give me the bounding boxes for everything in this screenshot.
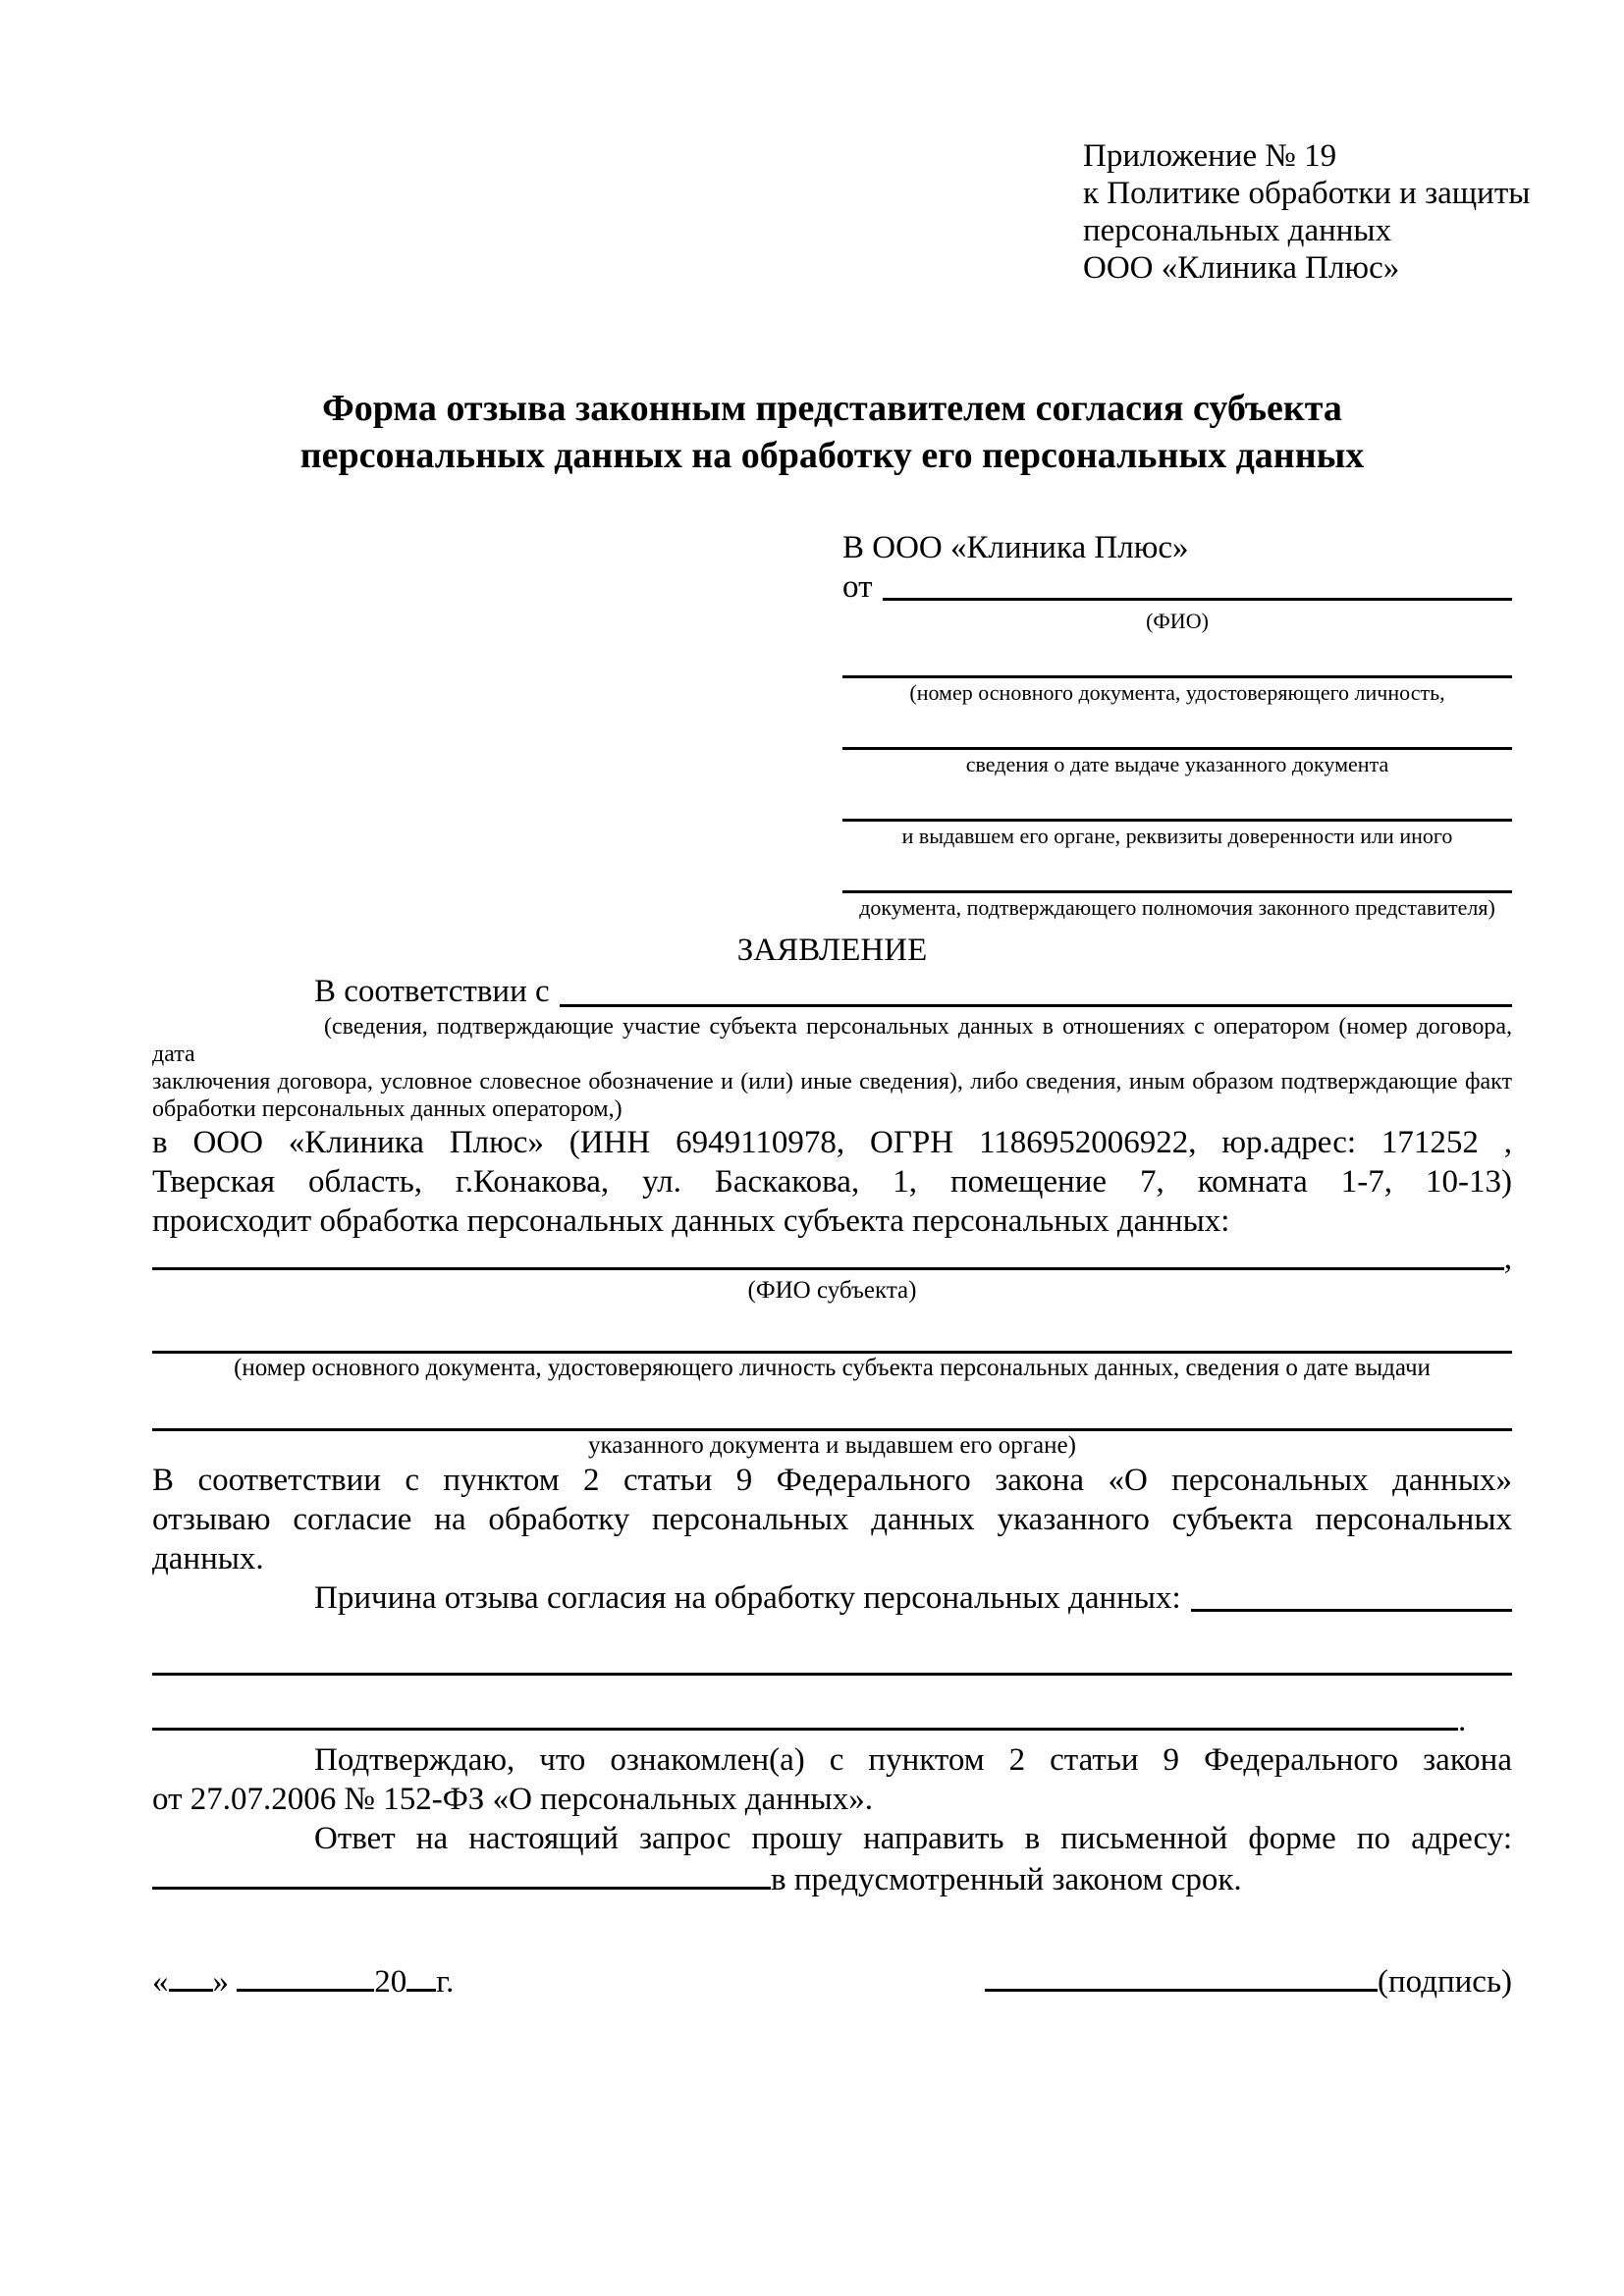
title-line-1: Форма отзыва законным представителем согласия субъекта bbox=[322, 388, 1342, 429]
operator-paragraph bbox=[152, 1123, 1512, 1241]
subject-document-blank-line-2 bbox=[152, 1403, 1512, 1431]
confirm-line-1: Подтверждаю, что ознакомлен(а) с пунктом 2 статьи 9 Федерального закона bbox=[314, 1742, 1512, 1778]
withdraw-line-3: данных. bbox=[152, 1541, 264, 1576]
from-label: от bbox=[842, 569, 873, 605]
reason-blank-line-3 bbox=[152, 1701, 1512, 1740]
month-blank bbox=[237, 1989, 374, 1992]
response-paragraph bbox=[152, 1819, 1512, 1901]
spacer bbox=[152, 1306, 1512, 1325]
appendix-organization: ООО «Клиника Плюс» bbox=[1083, 250, 1400, 286]
spacer bbox=[842, 636, 1512, 650]
issuing-authority-blank-line bbox=[842, 793, 1512, 822]
subject-fio-blank bbox=[152, 1267, 1504, 1270]
response-line-1: Ответ на настоящий запрос прошу направить в письменной форме по адресу: bbox=[314, 1821, 1512, 1856]
confirm-line-2: от 27.07.2006 № 152-ФЗ «О персональных данных». bbox=[152, 1782, 873, 1817]
document-number-blank-line bbox=[842, 650, 1512, 678]
response-tail-text: в предусмотренный законом срок. bbox=[771, 1862, 1242, 1897]
response-address-blank bbox=[152, 1887, 771, 1890]
spacer bbox=[152, 1383, 1512, 1403]
accordance-fine-print bbox=[152, 1013, 1512, 1123]
issue-date-blank-line bbox=[842, 721, 1512, 750]
accordance-blank-line bbox=[560, 1004, 1512, 1007]
addressee-block bbox=[842, 528, 1512, 923]
document-title bbox=[152, 385, 1512, 479]
issuing-authority-caption: и выдавшем его органе, реквизиты доверенности или иного bbox=[901, 824, 1453, 848]
spacer bbox=[842, 708, 1512, 721]
fio-caption: (ФИО) bbox=[1146, 609, 1209, 633]
reason-blank-line bbox=[1191, 1609, 1512, 1612]
spacer bbox=[152, 1676, 1512, 1701]
subject-fio-comma: , bbox=[1503, 1241, 1512, 1276]
spacer bbox=[152, 1618, 1512, 1647]
appendix-number: Приложение № 19 bbox=[1083, 138, 1337, 174]
statement-heading: ЗАЯВЛЕНИЕ bbox=[736, 933, 928, 968]
appendix-policy-line2: персональных данных bbox=[1083, 213, 1392, 248]
withdraw-line-1: В соответствии с пунктом 2 статьи 9 Федерального закона «О персональных данных» bbox=[152, 1463, 1512, 1498]
spacer bbox=[842, 779, 1512, 793]
year-blank bbox=[406, 1989, 436, 1992]
addressee-organization: В ООО «Клиника Плюс» bbox=[842, 530, 1189, 565]
document-number-caption: (номер основного документа, удостоверяющего личность, bbox=[909, 680, 1445, 705]
operator-line-1: в ООО «Клиника Плюс» (ИНН 6949110978, ОГРН 1186952006922, юр.адрес: 171252 , bbox=[152, 1125, 1512, 1160]
reason-period: . bbox=[1458, 1703, 1467, 1738]
withdraw-line-2: отзываю согласие на обработку персональных данных указанного субъекта персональных bbox=[152, 1502, 1512, 1537]
day-quote-close: » bbox=[212, 1964, 229, 2000]
confirm-paragraph bbox=[152, 1740, 1512, 1819]
authority-document-caption: документа, подтверждающего полномочия законного представителя) bbox=[859, 895, 1495, 920]
date-signature-row bbox=[152, 1962, 1512, 2002]
subject-document-caption-2: указанного документа и выдавшем его органе) bbox=[588, 1432, 1076, 1459]
subject-document-blank-line bbox=[152, 1325, 1512, 1354]
issue-date-caption: сведения о дате выдаче указанного документа bbox=[965, 752, 1389, 776]
signature-caption: (подпись) bbox=[1378, 1964, 1512, 2000]
authority-document-blank-line bbox=[842, 865, 1512, 893]
document-content bbox=[152, 137, 1531, 2002]
reason-label: Причина отзыва согласия на обработку персональных данных: bbox=[314, 1580, 1181, 1616]
subject-fio-blank-line bbox=[152, 1241, 1512, 1276]
operator-line-3: происходит обработка персональных данных субъекта персональных данных: bbox=[152, 1203, 1230, 1239]
fine-print-line-3: обработки персональных данных оператором,) bbox=[152, 1096, 623, 1122]
subject-fio-caption: (ФИО субъекта) bbox=[747, 1277, 917, 1304]
date-line bbox=[152, 1962, 454, 2002]
day-blank bbox=[169, 1989, 213, 1992]
fine-print-line-1: (сведения, подтверждающие участие субъекта персональных данных в отношениях с оператором (номер договора, дата bbox=[152, 1014, 1512, 1067]
response-line-2 bbox=[152, 1858, 1512, 1901]
accordance-label: В соответствии с bbox=[314, 974, 550, 1009]
reason-field bbox=[152, 1578, 1512, 1618]
from-blank-line bbox=[883, 598, 1513, 601]
year-suffix: г. bbox=[436, 1964, 455, 2000]
appendix-policy-line: к Политике обработки и защиты bbox=[1083, 176, 1531, 211]
reason-blank bbox=[152, 1728, 1458, 1731]
title-line-2: персональных данных на обработку его персональных данных bbox=[299, 435, 1365, 476]
reason-blank-line-2 bbox=[152, 1647, 1512, 1676]
operator-line-2: Тверская область, г.Конакова, ул. Баскакова, 1, помещение 7, комната 1-7, 10-13) bbox=[152, 1164, 1512, 1200]
withdraw-paragraph bbox=[152, 1461, 1512, 1578]
signature-blank bbox=[985, 1989, 1378, 1992]
appendix-header bbox=[1083, 137, 1531, 287]
spacer bbox=[842, 851, 1512, 865]
accordance-field bbox=[152, 970, 1512, 1013]
day-quote-open: « bbox=[152, 1964, 169, 2000]
from-field bbox=[842, 567, 1512, 607]
subject-document-caption-1: (номер основного документа, удостоверяющего личность субъекта персональных данных, сведения о дате выдачи bbox=[234, 1355, 1431, 1381]
year-prefix: 20 bbox=[374, 1964, 407, 2000]
signature-line bbox=[985, 1962, 1512, 2002]
fine-print-line-2: заключения договора, условное словесное обозначение и (или) иные сведения), либо сведения, иным образом подтверждающие факт bbox=[152, 1069, 1512, 1095]
